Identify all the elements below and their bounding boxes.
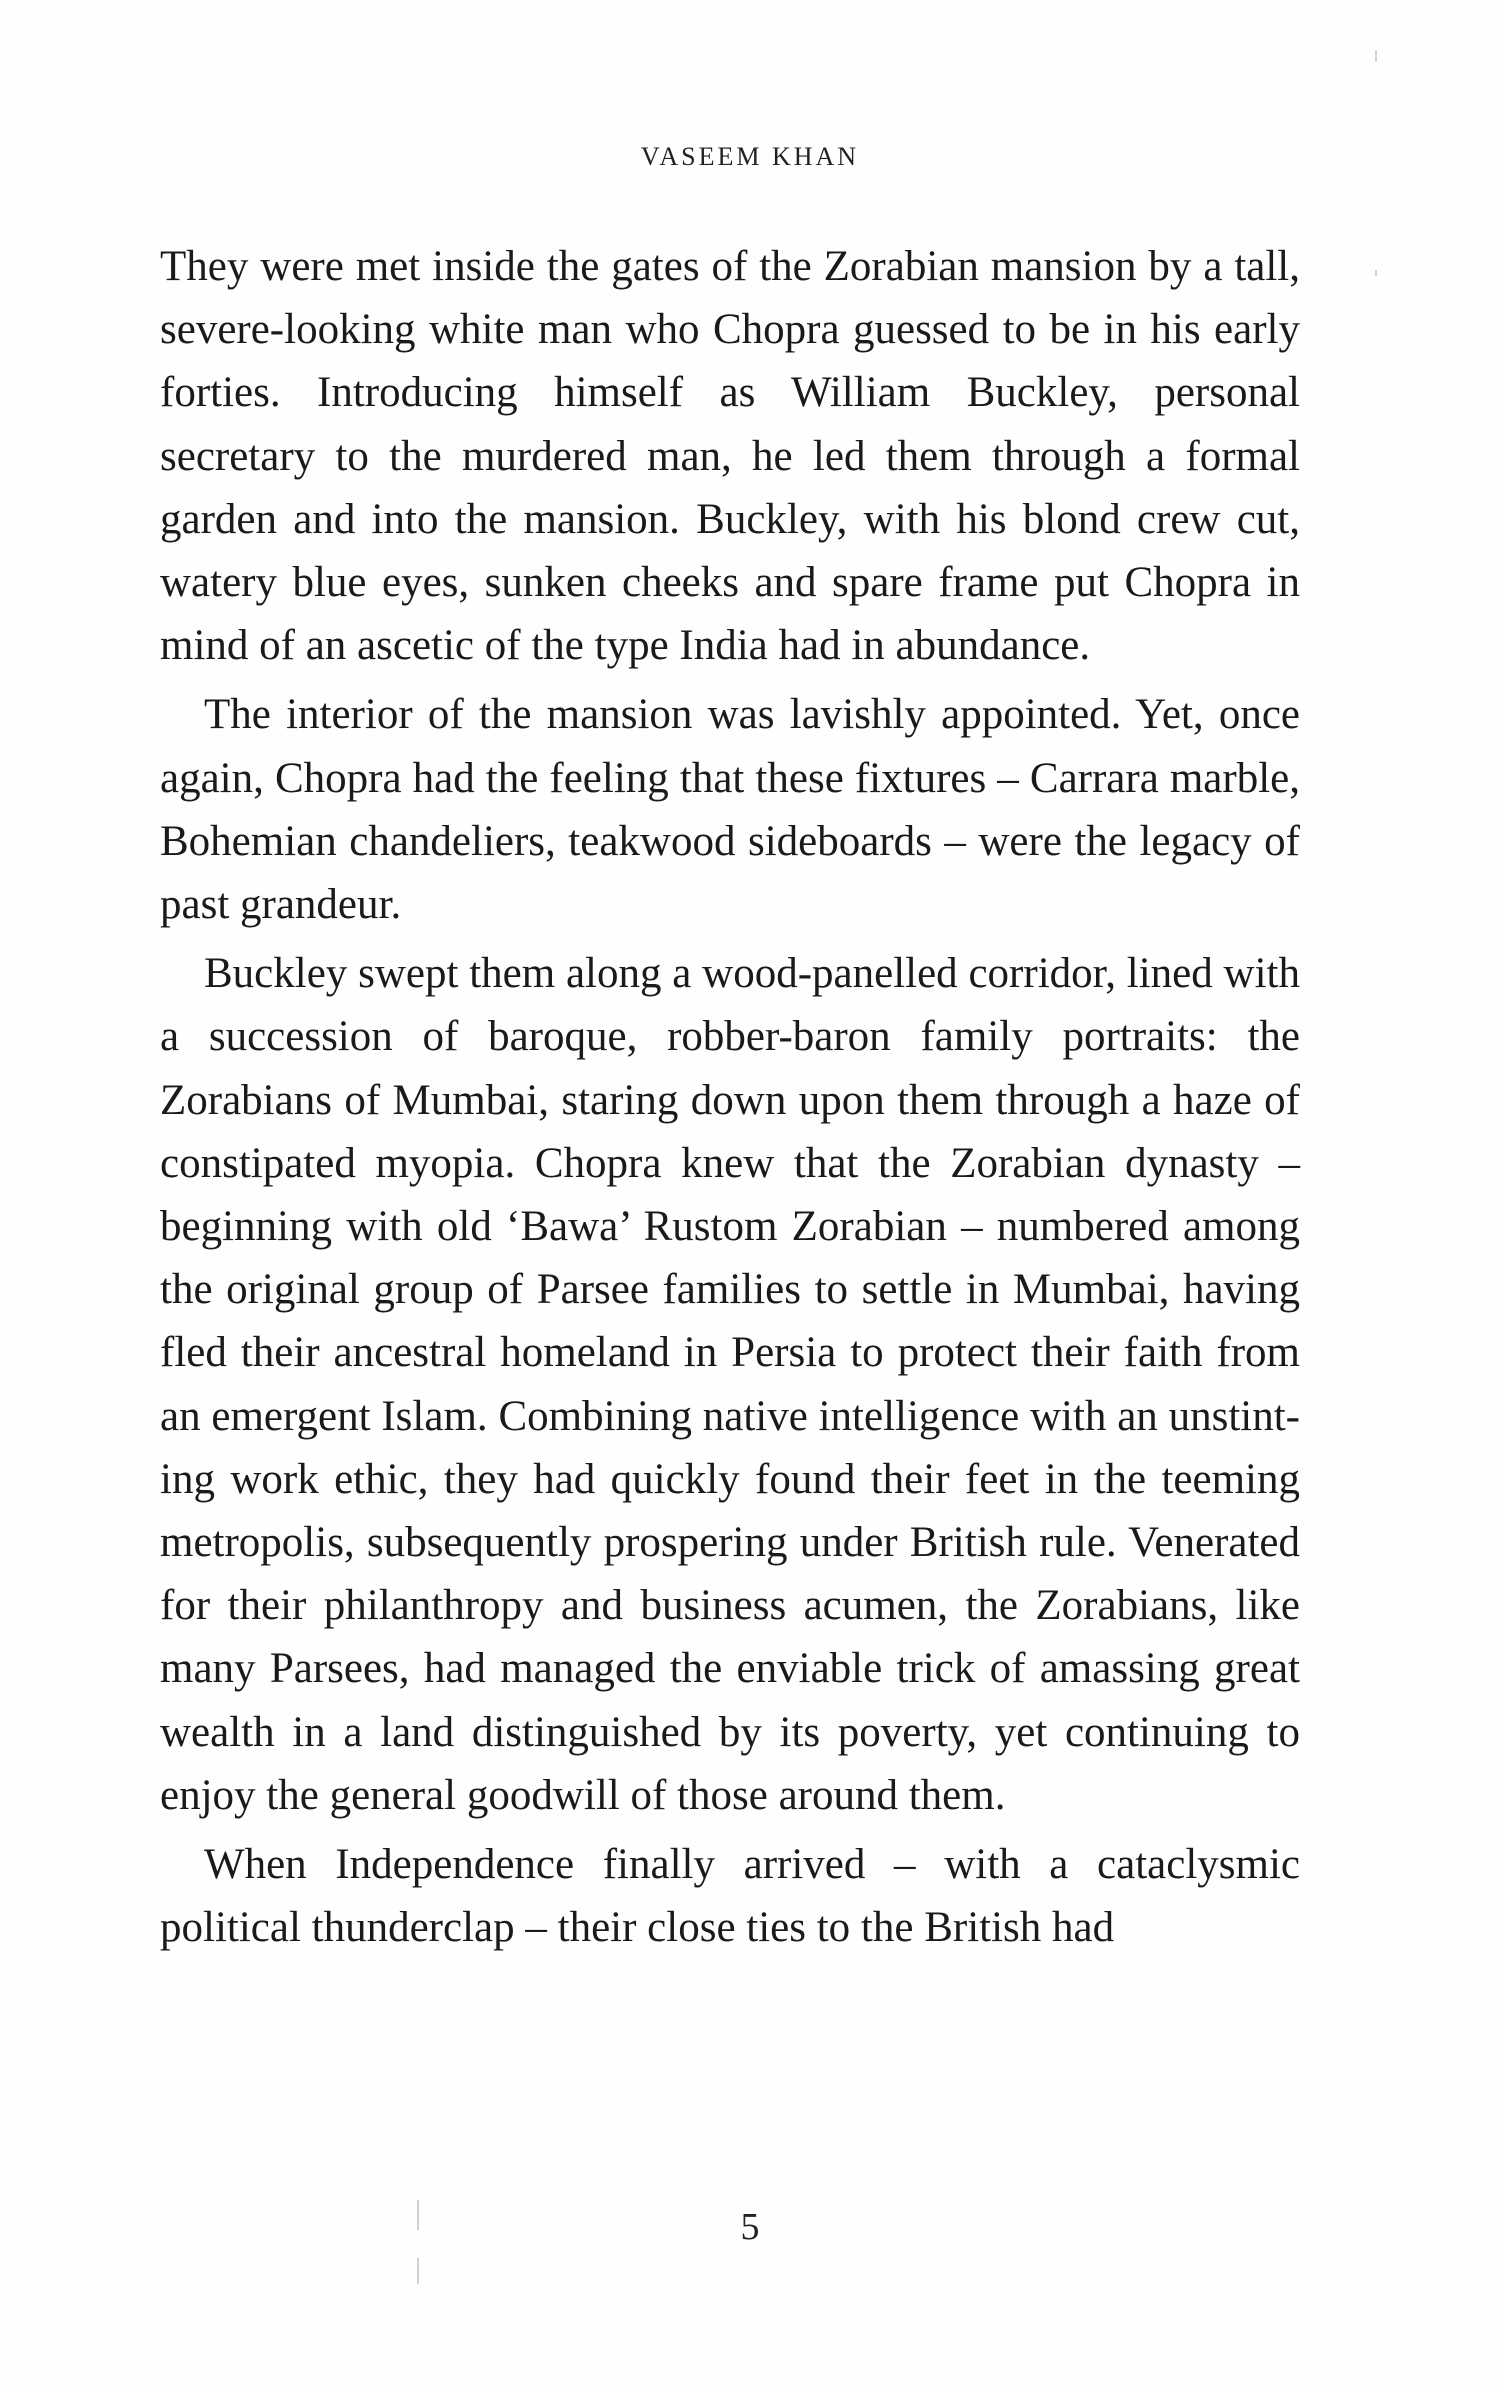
scan-speck: [1375, 50, 1377, 62]
paragraph: Buckley swept them along a wood-panelled corridor, lined with a succession of baroque, robber-baron family portraits: the Zorabians of Mumbai, staring down upon them through a haze of constipated myopia. Chopra knew that the Zorabian dynasty – beginning with old ‘Bawa’ Rustom Zorabian – numbered among the original group of Parsee families to settle in Mumbai, having fled their ancestral homeland in Persia to protect their faith from an emergent Islam. Combining native intelligence with an unstinting work ethic, they had quickly found their feet in the teeming metropolis, subsequently prospering under British rule. Venerated for their philanthropy and business acumen, the Zorabians, like many Parsees, had managed the enviable trick of amassing great wealth in a land distinguished by its poverty, yet continuing to enjoy the general goodwill of those around them.: [160, 950, 1300, 1819]
body-text: [160, 235, 1300, 1965]
scan-speck: [417, 2258, 419, 2284]
paragraph: The interior of the mansion was lavishly appointed. Yet, once again, Chopra had the feeling that these fixtures – Carrara marble, Bohemian chandeliers, teakwood sideboards – were the legacy of past grandeur.: [160, 691, 1300, 929]
scan-speck: [1375, 270, 1377, 276]
running-head: VASEEM KHAN: [640, 142, 860, 171]
paragraph: When Independence finally arrived – with a cataclysmic political thunderclap – their close ties to the British had: [160, 1841, 1300, 1952]
paragraph: They were met inside the gates of the Zorabian mansion by a tall, severe-looking white man who Chopra guessed to be in his early forties. Introducing himself as William Buckley, personal secretary to the murdered man, he led them through a formal garden and into the mansion. Buckley, with his blond crew cut, watery blue eyes, sunken cheeks and spare frame put Chopra in mind of an ascetic of the type India had in abundance.: [160, 243, 1300, 670]
scan-speck: [417, 2200, 419, 2230]
page-number: 5: [740, 2206, 760, 2248]
